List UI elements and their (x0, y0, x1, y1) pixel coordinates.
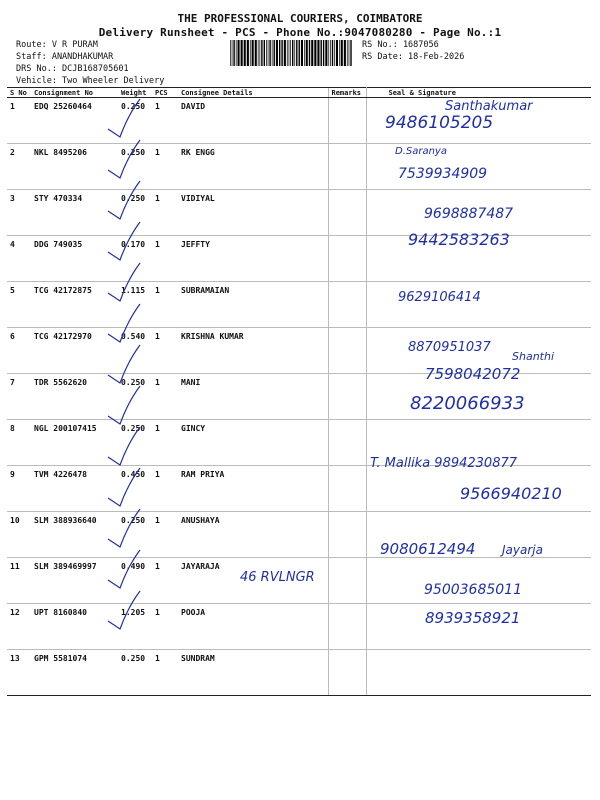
col-sno: S No (7, 88, 31, 98)
rs-date: RS Date: 18-Feb-2026 (362, 52, 465, 62)
row-pcs: 1 (152, 466, 178, 512)
handwritten-signature-text: 8220066933 (410, 393, 525, 414)
row-consignment-no: STY 470334 (31, 190, 118, 236)
tick-mark (108, 263, 140, 301)
row-consignment-no: EDQ 25260464 (31, 98, 118, 144)
row-sno: 5 (7, 282, 31, 328)
route-label: Route: V R PURAM (16, 40, 98, 50)
row-weight: 0.450 (118, 466, 152, 512)
row-weight: 0.170 (118, 236, 152, 282)
row-pcs: 1 (152, 604, 178, 650)
row-pcs: 1 (152, 98, 178, 144)
row-consignee: JEFFTY (178, 236, 328, 282)
tick-mark (108, 222, 140, 260)
row-sno: 6 (7, 328, 31, 374)
row-consignee: RAM PRIYA (178, 466, 328, 512)
handwritten-signature-text: 9442583263 (408, 230, 510, 249)
row-weight: 0.250 (118, 650, 152, 696)
row-consignment-no: TDR 5562620 (31, 374, 118, 420)
row-weight: 0.250 (118, 374, 152, 420)
tick-mark (108, 509, 140, 547)
row-consignee: DAVID (178, 98, 328, 144)
handwritten-signature-text: D.Saranya (395, 146, 447, 157)
row-consignment-no: TCG 42172970 (31, 328, 118, 374)
tick-mark (108, 591, 140, 629)
row-pcs: 1 (152, 190, 178, 236)
row-consignee: GINCY (178, 420, 328, 466)
rs-number: RS No.: 1687056 (362, 40, 439, 50)
row-consignment-no: TCG 42172875 (31, 282, 118, 328)
handwritten-signature-text: 9486105205 (385, 113, 494, 133)
row-consignment-no: UPT 8160840 (31, 604, 118, 650)
row-sno: 4 (7, 236, 31, 282)
runsheet-subtitle: Delivery Runsheet - PCS - Phone No.:9047080280 - Page No.:1 (98, 26, 502, 39)
row-weight: 0.250 (118, 144, 152, 190)
row-consignee: MANI (178, 374, 328, 420)
row-pcs: 1 (152, 512, 178, 558)
handwritten-signature-text: Santhakumar (445, 99, 533, 114)
col-consignee: Consignee Details (178, 88, 328, 98)
row-consignee: VIDIYAL (178, 190, 328, 236)
handwritten-signature-text: 95003685011 (424, 582, 522, 598)
tick-mark (108, 386, 140, 424)
row-sno: 8 (7, 420, 31, 466)
row-sno: 10 (7, 512, 31, 558)
tick-mark (108, 345, 140, 383)
row-weight: 0.250 (118, 98, 152, 144)
col-pcs: PCS (152, 88, 178, 98)
row-consignee: SUBRAMAIAN (178, 282, 328, 328)
handwritten-signature-text: 7539934909 (398, 166, 488, 182)
row-consignment-no: NKL 8495206 (31, 144, 118, 190)
row-pcs: 1 (152, 558, 178, 604)
row-sno: 7 (7, 374, 31, 420)
row-pcs: 1 (152, 236, 178, 282)
handwritten-signature-text: 8939358921 (425, 609, 521, 627)
row-sno: 13 (7, 650, 31, 696)
row-consignment-no: DDG 749035 (31, 236, 118, 282)
row-pcs: 1 (152, 420, 178, 466)
col-weight: Weight (118, 88, 152, 98)
row-consignee: POOJA (178, 604, 328, 650)
row-consignee: SUNDRAM (178, 650, 328, 696)
handwritten-signature-text: 9629106414 (398, 290, 481, 305)
col-consignment: Consignment No (31, 88, 118, 98)
row-pcs: 1 (152, 282, 178, 328)
tick-mark (108, 468, 140, 506)
handwritten-signature-text: 46 RVLNGR (240, 570, 315, 585)
tick-mark (108, 99, 140, 137)
row-pcs: 1 (152, 650, 178, 696)
row-sno: 2 (7, 144, 31, 190)
tick-mark (108, 304, 140, 342)
row-sno: 3 (7, 190, 31, 236)
handwritten-signature-text: 7598042072 (425, 365, 521, 383)
row-sno: 9 (7, 466, 31, 512)
tick-mark (108, 140, 140, 178)
handwritten-signature-text: Jayarja (502, 543, 543, 557)
row-pcs: 1 (152, 144, 178, 190)
row-sno: 12 (7, 604, 31, 650)
handwritten-signature-text: 8870951037 (408, 340, 491, 355)
row-consignee: ANUSHAYA (178, 512, 328, 558)
row-weight: 0.490 (118, 558, 152, 604)
row-weight: 0.250 (118, 190, 152, 236)
vehicle-label: Vehicle: Two Wheeler Delivery (16, 76, 165, 86)
row-pcs: 1 (152, 328, 178, 374)
row-consignment-no: SLM 388936640 (31, 512, 118, 558)
tick-mark (108, 181, 140, 219)
handwritten-signature-text: 9080612494 (380, 540, 476, 558)
col-remarks: Remarks (328, 88, 366, 98)
row-weight: 0.250 (118, 420, 152, 466)
company-title: THE PROFESSIONAL COURIERS, COIMBATORE (177, 12, 423, 25)
staff-label: Staff: ANANDHAKUMAR (16, 52, 114, 62)
row-consignee: RK ENGG (178, 144, 328, 190)
handwritten-signature-text: 9566940210 (460, 484, 562, 503)
row-consignee: KRISHNA KUMAR (178, 328, 328, 374)
tick-mark (108, 427, 140, 465)
handwritten-signature-text: 9698887487 (424, 206, 514, 222)
handwritten-signature-text: T. Mallika 9894230877 (370, 456, 518, 471)
row-consignment-no: TVM 4226478 (31, 466, 118, 512)
row-sno: 11 (7, 558, 31, 604)
col-signature: Seal & Signature (366, 88, 591, 98)
row-weight: 0.250 (118, 512, 152, 558)
row-weight: 0.540 (118, 328, 152, 374)
row-sno: 1 (7, 98, 31, 144)
row-consignment-no: NGL 200107415 (31, 420, 118, 466)
row-consignment-no: SLM 389469997 (31, 558, 118, 604)
handwritten-signature-text: Shanthi (512, 350, 555, 363)
row-consignment-no: GPM 5581074 (31, 650, 118, 696)
row-pcs: 1 (152, 374, 178, 420)
row-weight: 1.115 (118, 282, 152, 328)
drs-label: DRS No.: DCJB168705601 (16, 64, 129, 74)
tick-mark (108, 550, 140, 588)
row-consignee: JAYARAJA (178, 558, 328, 604)
row-weight: 1.205 (118, 604, 152, 650)
